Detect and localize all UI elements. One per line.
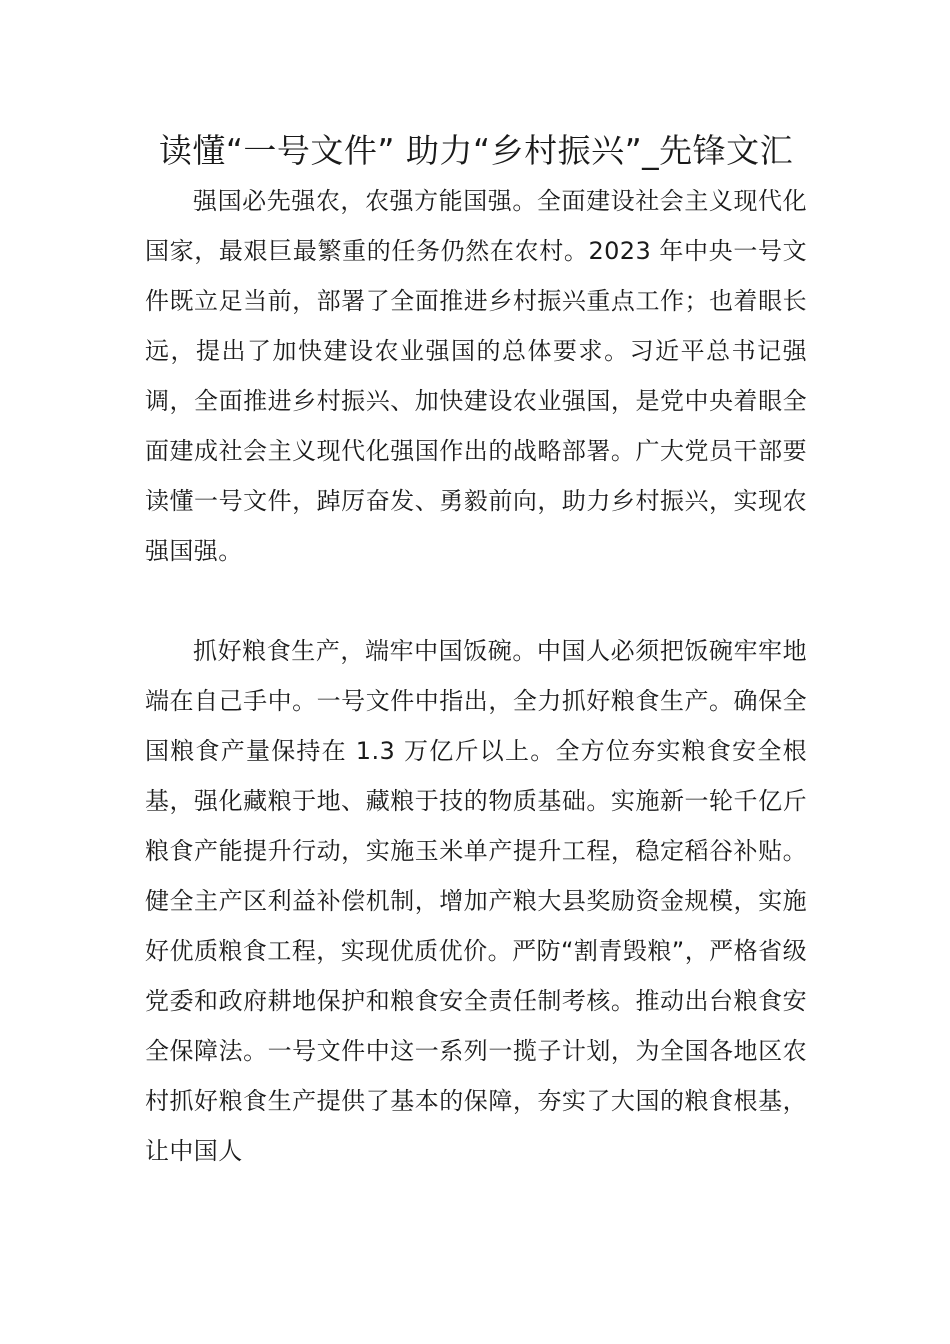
paragraph-2: 抓好粮食生产，端牢中国饭碗。中国人必须把饭碗牢牢地端在自己手中。一号文件中指出，全力抓好粮食生产。确保全国粮食产量保持在 1.3 万亿斤以上。全方位夯实粮食安全根基，强化藏粮于地、藏粮于技的物质基础。实施新一轮千亿斤粮食产能提升行动，实施玉米单产提升工程，稳定稻谷补贴。健全主产区利益补偿机制，增加产粮大县奖励资金规模，实施好优质粮食工程，实现优质优价。严防“割青毁粮”，严格省级党委和政府耕地保护和粮食安全责任制考核。推动出台粮食安全保障法。一号文件中这一系列一揽子计划，为全国各地区农村抓好粮食生产提供了基本的保障，夯实了大国的粮食根基，让中国人 bbox=[145, 637, 807, 1165]
paragraph-1: 强国必先强农，农强方能国强。全面建设社会主义现代化国家，最艰巨最繁重的任务仍然在农村。2023 年中央一号文件既立足当前，部署了全面推进乡村振兴重点工作；也着眼长远，提出了加快建设农业强国的总体要求。习近平总书记强调，全面推进乡村振兴、加快建设农业强国，是党中央着眼全面建成社会主义现代化强国作出的战略部署。广大党员干部要读懂一号文件，踔厉奋发、勇毅前向，助力乡村振兴，实现农强国强。 bbox=[145, 187, 807, 565]
document-page bbox=[145, 128, 807, 1176]
document-title: 读懂“一号文件” 助力“乡村振兴”_先锋文汇 bbox=[158, 131, 794, 170]
